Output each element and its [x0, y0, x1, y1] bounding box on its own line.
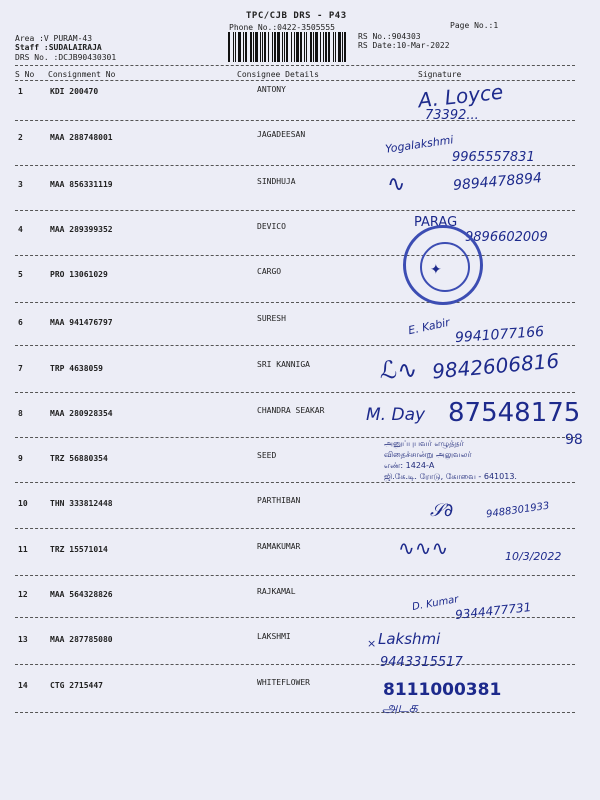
- row-consignee: ANTONY: [257, 85, 286, 94]
- drs-number: DRS No. :DCJB90430301: [15, 53, 117, 62]
- barcode-bar: [250, 32, 252, 62]
- barcode-bar: [260, 32, 261, 62]
- signature-7-phone: 9842606816: [431, 348, 561, 384]
- barcode-bar: [306, 32, 307, 62]
- barcode-bar: [315, 32, 318, 62]
- signature-5-mark: ✦: [430, 262, 442, 278]
- row-consignee: WHITEFLOWER: [257, 678, 310, 687]
- row-consignment: TRP 4638059: [50, 364, 103, 373]
- row-consignee: CARGO: [257, 267, 282, 276]
- row-consignment: MAA 289399352: [50, 225, 113, 234]
- row-consignment: THN 333812448: [50, 499, 113, 508]
- row-serial: 9: [18, 454, 23, 463]
- signature-6-name: E. Kabir: [407, 315, 451, 338]
- row-serial: 4: [18, 225, 23, 234]
- row-serial: 1: [18, 87, 23, 96]
- signature-10-phone: 9488301933: [485, 500, 551, 521]
- row-consignment: MAA 288748001: [50, 133, 113, 142]
- page-number: Page No.:1: [450, 21, 499, 30]
- barcode-bar: [264, 32, 266, 62]
- barcode-bar: [323, 32, 324, 62]
- row-serial: 14: [18, 681, 28, 690]
- row-consignee: DEVICO: [257, 222, 286, 231]
- row-serial: 8: [18, 409, 23, 418]
- tamil-stamp-line-3: எண்: 1424-A: [384, 461, 435, 470]
- column-header-sno: S No: [15, 70, 35, 79]
- barcode-bar: [282, 32, 283, 62]
- barcode-bar: [262, 32, 263, 62]
- barcode-bar: [274, 32, 276, 62]
- rs-date: RS Date:10-Mar-2022: [358, 41, 450, 50]
- row-serial: 11: [18, 545, 28, 554]
- row-consignee: CHANDRA SEAKAR: [257, 406, 325, 415]
- divider: [15, 302, 575, 303]
- signature-14-mark: அடக: [382, 700, 418, 716]
- barcode-bar: [235, 32, 236, 62]
- row-consignee: SINDHUJA: [257, 177, 296, 186]
- row-serial: 7: [18, 364, 23, 373]
- barcode-bar: [333, 32, 334, 62]
- barcode-bar: [238, 32, 241, 62]
- signature-3-mark: ∿: [387, 172, 406, 197]
- row-consignment: MAA 280928354: [50, 409, 113, 418]
- signature-12-name: D. Kumar: [411, 594, 460, 613]
- barcode-bar: [245, 32, 247, 62]
- divider: [15, 482, 575, 483]
- row-consignment: TRZ 56880354: [50, 454, 108, 463]
- barcode-bar: [286, 32, 288, 62]
- row-consignment: MAA 856331119: [50, 180, 113, 189]
- barcode-bar: [313, 32, 314, 62]
- signature-4-phone: 9896602009: [465, 230, 548, 245]
- row-consignee: RAJKAMAL: [257, 587, 296, 596]
- barcode-bar: [325, 32, 327, 62]
- signature-10-mark: 𝒮∂: [430, 500, 454, 521]
- barcode-bar: [272, 32, 273, 62]
- staff-field: Staff :SUDALAIRAJA: [15, 43, 102, 52]
- column-header-consignment: Consignment No: [48, 70, 116, 79]
- divider: [15, 392, 575, 393]
- row-serial: 10: [18, 499, 28, 508]
- signature-11-date: 10/3/2022: [505, 550, 562, 563]
- barcode-bar: [310, 32, 312, 62]
- row-consignment: MAA 941476797: [50, 318, 113, 327]
- row-consignee: LAKSHMI: [257, 632, 291, 641]
- signature-2-name: Yogalakshmi: [384, 133, 455, 156]
- signature-7-mark: ℒ∿: [380, 356, 418, 384]
- divider: [15, 528, 575, 529]
- barcode-bar: [320, 32, 321, 62]
- row-serial: 2: [18, 133, 23, 142]
- column-header-signature: Signature: [418, 70, 462, 79]
- signature-14-phone: 8111000381: [383, 680, 502, 700]
- barcode-bar: [284, 32, 285, 62]
- divider: [15, 165, 575, 166]
- barcode-bar: [291, 32, 292, 62]
- barcode-bar: [253, 32, 254, 62]
- signature-13-name: Lakshmi: [378, 630, 441, 648]
- signature-11-mark: ∿∿∿: [398, 536, 449, 560]
- barcode-bar: [304, 32, 305, 62]
- signature-12-phone: 9344477731: [454, 600, 532, 622]
- barcode-bar: [228, 32, 230, 62]
- divider: [15, 65, 575, 66]
- barcode-bar: [344, 32, 346, 62]
- row-consignment: MAA 287785080: [50, 635, 113, 644]
- divider: [15, 120, 575, 121]
- row-consignment: TRZ 15571014: [50, 545, 108, 554]
- tamil-stamp-line-1: அனுப்புபவர் எழுத்தர்: [384, 439, 464, 448]
- drs-title: TPC/CJB DRS - P43: [246, 11, 347, 21]
- row-consignment: MAA 564328826: [50, 590, 113, 599]
- tamil-address-stamp: [384, 438, 554, 482]
- divider: [15, 575, 575, 576]
- barcode-bar: [255, 32, 258, 62]
- divider: [15, 712, 575, 713]
- barcode-bar: [294, 32, 295, 62]
- divider: [15, 664, 575, 665]
- divider: [15, 210, 575, 211]
- phone-number: Phone No.:0422-3505555: [229, 23, 335, 32]
- signature-13-phone: 9443315517: [380, 655, 463, 670]
- company-seal-ring: [420, 242, 470, 292]
- signature-6-phone: 9941077166: [454, 323, 545, 347]
- row-consignee: SRI KANNIGA: [257, 360, 310, 369]
- tamil-stamp-line-2: விதைச்சான்று அலுவலர்: [384, 450, 472, 459]
- row-consignment: CTG 2715447: [50, 681, 103, 690]
- tamil-stamp-line-4: ஜி.கே.டி. ரோடு, கோவை - 641013.: [384, 472, 517, 481]
- row-consignment: KDI 200470: [50, 87, 99, 96]
- barcode-bar: [268, 32, 269, 62]
- signature-2-phone: 9965557831: [452, 150, 535, 165]
- barcode-bar: [338, 32, 341, 62]
- signature-8-phone: 87548175: [448, 398, 581, 428]
- barcode-bar: [277, 32, 280, 62]
- barcode-bar: [296, 32, 299, 62]
- row-serial: 3: [18, 180, 23, 189]
- area-field: Area :V PURAM-43: [15, 34, 93, 43]
- row-consignee: RAMAKUMAR: [257, 542, 301, 551]
- signature-3-phone: 9894478894: [452, 170, 543, 194]
- barcode-bar: [300, 32, 302, 62]
- signature-1-phone: 73392...: [425, 108, 479, 123]
- row-serial: 6: [18, 318, 23, 327]
- row-consignee: SURESH: [257, 314, 286, 323]
- barcode-bar: [233, 32, 234, 62]
- column-header-consignee: Consignee Details: [237, 70, 319, 79]
- row-consignee: JAGADEESAN: [257, 130, 306, 139]
- signature-13-cross: ×: [367, 637, 377, 650]
- barcode-image: [228, 32, 352, 62]
- signature-8-name: M. Day: [366, 405, 426, 425]
- row-serial: 5: [18, 270, 23, 279]
- row-consignee: PARTHIBAN: [257, 496, 301, 505]
- barcode-bar: [328, 32, 330, 62]
- signature-8-phone-end: 98: [565, 432, 583, 448]
- row-serial: 13: [18, 635, 28, 644]
- barcode-bar: [243, 32, 244, 62]
- barcode-bar: [335, 32, 336, 62]
- company-seal: [403, 225, 483, 305]
- divider: [15, 345, 575, 346]
- divider: [15, 255, 575, 256]
- rs-number: RS No.:904303: [358, 32, 421, 41]
- signature-4-name: PARAG: [414, 215, 458, 230]
- signature-1-name: A. Loyce: [416, 79, 505, 113]
- row-consignment: PRO 13061029: [50, 270, 108, 279]
- row-consignee: SEED: [257, 451, 277, 460]
- row-serial: 12: [18, 590, 28, 599]
- barcode-bar: [342, 32, 343, 62]
